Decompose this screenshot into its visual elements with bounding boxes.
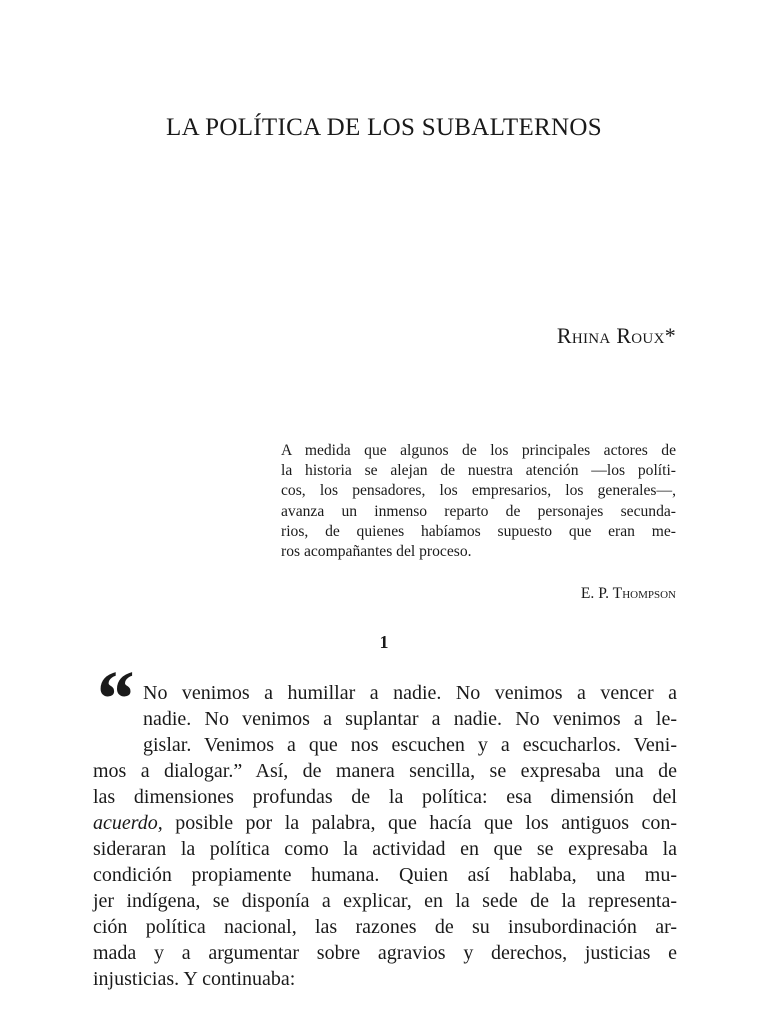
section-number: 1	[379, 632, 389, 652]
body-line: condición propiamente humana. Quien así hablaba, una mu-	[93, 864, 677, 886]
body-paragraph	[93, 680, 677, 992]
epigraph-line: la historia se alejan de nuestra atención —los políti-	[281, 462, 676, 480]
epigraph	[281, 441, 676, 562]
chapter-title: LA POLÍTICA DE LOS SUBALTERNOS	[166, 114, 602, 141]
body-line: No venimos a humillar a nadie. No venimos a vencer a	[143, 682, 677, 704]
body-line: sideraran la política como la actividad en que se expresaba la	[93, 838, 677, 860]
epigraph-line: cos, los pensadores, los empresarios, los generales—,	[281, 482, 676, 500]
epigraph-attribution: E. P. Thompson	[580, 585, 676, 602]
epigraph-line: A medida que algunos de los principales actores de	[281, 442, 676, 459]
italic-word: acuerdo,	[93, 812, 163, 834]
body-line-rest: posible por la palabra, que hacía que los antiguos con-	[175, 812, 678, 834]
body-line: nadie. No venimos a suplantar a nadie. No venimos a le-	[143, 708, 677, 730]
epigraph-line: ros acompañantes del proceso.	[281, 543, 472, 561]
epigraph-line: rios, de quienes habíamos supuesto que eran me-	[281, 522, 676, 540]
body-line: injusticias. Y continuaba:	[93, 968, 296, 990]
body-line: ción política nacional, las razones de su insubordinación ar-	[93, 916, 677, 938]
body-line: gislar. Venimos a que nos escuchen y a escucharlos. Veni-	[143, 734, 677, 756]
body-line: las dimensiones profundas de la política: esa dimensión del	[93, 786, 677, 808]
body-line: mada y a argumentar sobre agravios y derechos, justicias e	[93, 942, 677, 964]
opening-quote-mark: “	[93, 656, 127, 744]
body-line-with-italic	[93, 810, 677, 836]
body-line: mos a dialogar.” Así, de manera sencilla, se expresaba una de	[93, 760, 677, 782]
author-name: Rhina Roux*	[556, 323, 676, 348]
body-line: jer indígena, se disponía a explicar, en la sede de la representa-	[93, 890, 677, 912]
epigraph-line: avanza un inmenso reparto de personajes secunda-	[281, 502, 676, 520]
